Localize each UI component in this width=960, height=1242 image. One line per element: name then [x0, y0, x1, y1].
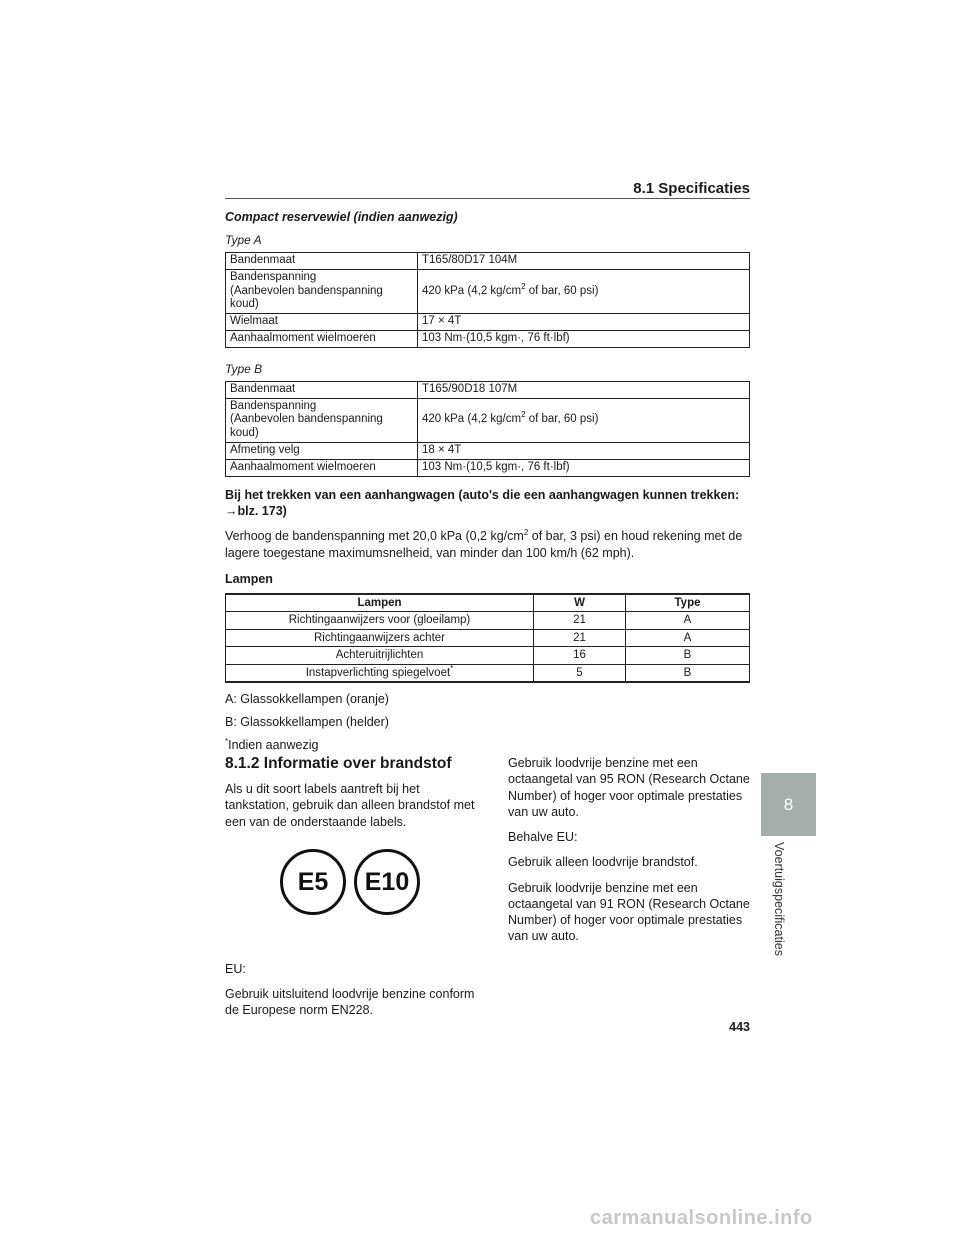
- spec-label: Afmeting velg: [226, 442, 418, 459]
- lamp-watt: 5: [534, 664, 626, 682]
- lamp-type: A: [626, 629, 750, 646]
- spec-label: Bandenspanning (Aanbevolen bandenspanning koud): [226, 398, 418, 442]
- table-row: [226, 442, 750, 459]
- footnote-marker: *: [225, 736, 229, 746]
- footnote-text: Indien aanwezig: [228, 737, 319, 752]
- lamp-type: B: [626, 664, 750, 682]
- spec-label: Bandenspanning (Aanbevolen bandenspanning koud): [226, 269, 418, 313]
- watermark: carmanualsonline.info: [590, 1207, 813, 1229]
- spec-value: 17 × 4T: [418, 314, 750, 331]
- type-b-label: Type B: [225, 361, 263, 376]
- spec-value: 103 Nm·(10,5 kgm·, 76 ft·lbf): [418, 330, 750, 347]
- spec-value: [418, 398, 750, 442]
- table-row: [226, 330, 750, 347]
- header-divider: [225, 198, 750, 199]
- non-eu-label: Behalve EU:: [508, 830, 578, 844]
- table-row: [226, 381, 750, 398]
- lamp-watt: 21: [534, 612, 626, 629]
- chapter-title-vertical: [770, 842, 786, 972]
- type-b-table: [225, 381, 750, 477]
- spec-value: T165/90D18 107M: [418, 381, 750, 398]
- table-row: [226, 398, 750, 442]
- section-header: 8.1 Specificaties: [633, 180, 750, 197]
- chapter-tab: 8: [761, 773, 816, 836]
- lamp-type: A: [626, 612, 750, 629]
- lamp-watt: 16: [534, 647, 626, 664]
- lamp-name: Achteruitrijlichten: [226, 647, 534, 664]
- note-type-a: A: Glassokkellampen (oranje): [225, 691, 389, 706]
- pressure-value-main: 420 kPa (4,2 kg/cm: [422, 284, 522, 297]
- lamps-heading: Lampen: [225, 572, 273, 587]
- page-number: 443: [729, 1020, 750, 1034]
- eu-text: Gebruik uitsluitend loodvrije benzine conform de Europese norm EN228.: [225, 987, 475, 1018]
- eu-label: EU:: [225, 961, 246, 976]
- table-row: [226, 664, 750, 682]
- table-row: [226, 253, 750, 270]
- non-eu-unleaded-text: Gebruik alleen loodvrije brandstof.: [508, 855, 698, 870]
- pressure-value-tail: of bar, 60 psi): [525, 413, 599, 426]
- spec-label: Bandenmaat: [226, 381, 418, 398]
- chapter-title-text: Voertuigspecificaties: [772, 842, 786, 956]
- table-row: [226, 459, 750, 476]
- column-header: W: [534, 594, 626, 612]
- superscript: 2: [521, 281, 526, 291]
- fuel-eu-octane-text: Gebruik loodvrije benzine met een octaangetal van 95 RON (Research Octane Number) of hoger voor optimale prestaties van uw auto.: [508, 756, 750, 819]
- table-row: [226, 314, 750, 331]
- table-row: [226, 612, 750, 629]
- superscript: 2: [521, 410, 526, 420]
- lamp-name-text: Instapverlichting spiegelvoet: [305, 666, 451, 679]
- towing-text-tail: of bar, 3 psi) en houd rekening met de lagere toegestane maximumsnelheid, van minder dan 100 km/h (62 mph).: [225, 529, 743, 561]
- non-eu-octane-text: Gebruik loodvrije benzine met een octaangetal van 91 RON (Research Octane Number) of hoger voor optimale prestaties van uw auto.: [508, 880, 750, 944]
- type-a-table: [225, 252, 750, 348]
- lamp-type: B: [626, 647, 750, 664]
- e10-fuel-label-icon: E10: [354, 849, 420, 915]
- compact-spare-heading: Compact reservewiel (indien aanwezig): [225, 210, 458, 224]
- table-header-row: [226, 594, 750, 612]
- lamp-name: [226, 664, 534, 682]
- spec-value: T165/80D17 104M: [418, 253, 750, 270]
- spec-value: 103 Nm·(10,5 kgm·, 76 ft·lbf): [418, 459, 750, 476]
- footnote-marker: *: [450, 663, 454, 673]
- lamp-name: Richtingaanwijzers voor (gloeilamp): [226, 612, 534, 629]
- fuel-right-column: [508, 755, 753, 954]
- column-header: Type: [626, 594, 750, 612]
- e5-fuel-label-icon: E5: [280, 849, 346, 915]
- superscript: 2: [523, 528, 529, 538]
- fuel-label-icons: [280, 849, 425, 915]
- spec-value: 18 × 4T: [418, 442, 750, 459]
- towing-text: [225, 528, 750, 562]
- main-content: [225, 210, 750, 752]
- table-row: [226, 269, 750, 313]
- column-header: Lampen: [226, 594, 534, 612]
- fuel-intro: Als u dit soort labels aantreft bij het tankstation, gebruik dan alleen brandstof met een van de onderstaande labels.: [225, 782, 475, 829]
- pressure-value-tail: of bar, 60 psi): [525, 284, 599, 297]
- pressure-value-main: 420 kPa (4,2 kg/cm: [422, 413, 522, 426]
- lamps-table: [225, 593, 750, 683]
- lamp-name: Richtingaanwijzers achter: [226, 629, 534, 646]
- table-row: [226, 647, 750, 664]
- towing-heading: Bij het trekken van een aanhangwagen (auto's die een aanhangwagen kunnen trekken: →blz. 173): [225, 487, 740, 519]
- footnote: [225, 738, 750, 752]
- type-a-label: Type A: [225, 233, 262, 247]
- spec-label: Aanhaalmoment wielmoeren: [226, 330, 418, 347]
- lamp-watt: 21: [534, 629, 626, 646]
- spec-label: Wielmaat: [226, 314, 418, 331]
- spec-label: Aanhaalmoment wielmoeren: [226, 459, 418, 476]
- fuel-section-title: 8.1.2 Informatie over brandstof: [225, 755, 452, 772]
- towing-text-main: Verhoog de bandenspanning met 20,0 kPa (0,2 kg/cm: [225, 529, 524, 544]
- note-type-b: B: Glassokkellampen (helder): [225, 714, 389, 729]
- spec-value: [418, 269, 750, 313]
- table-row: [226, 629, 750, 646]
- spec-label: Bandenmaat: [226, 253, 418, 270]
